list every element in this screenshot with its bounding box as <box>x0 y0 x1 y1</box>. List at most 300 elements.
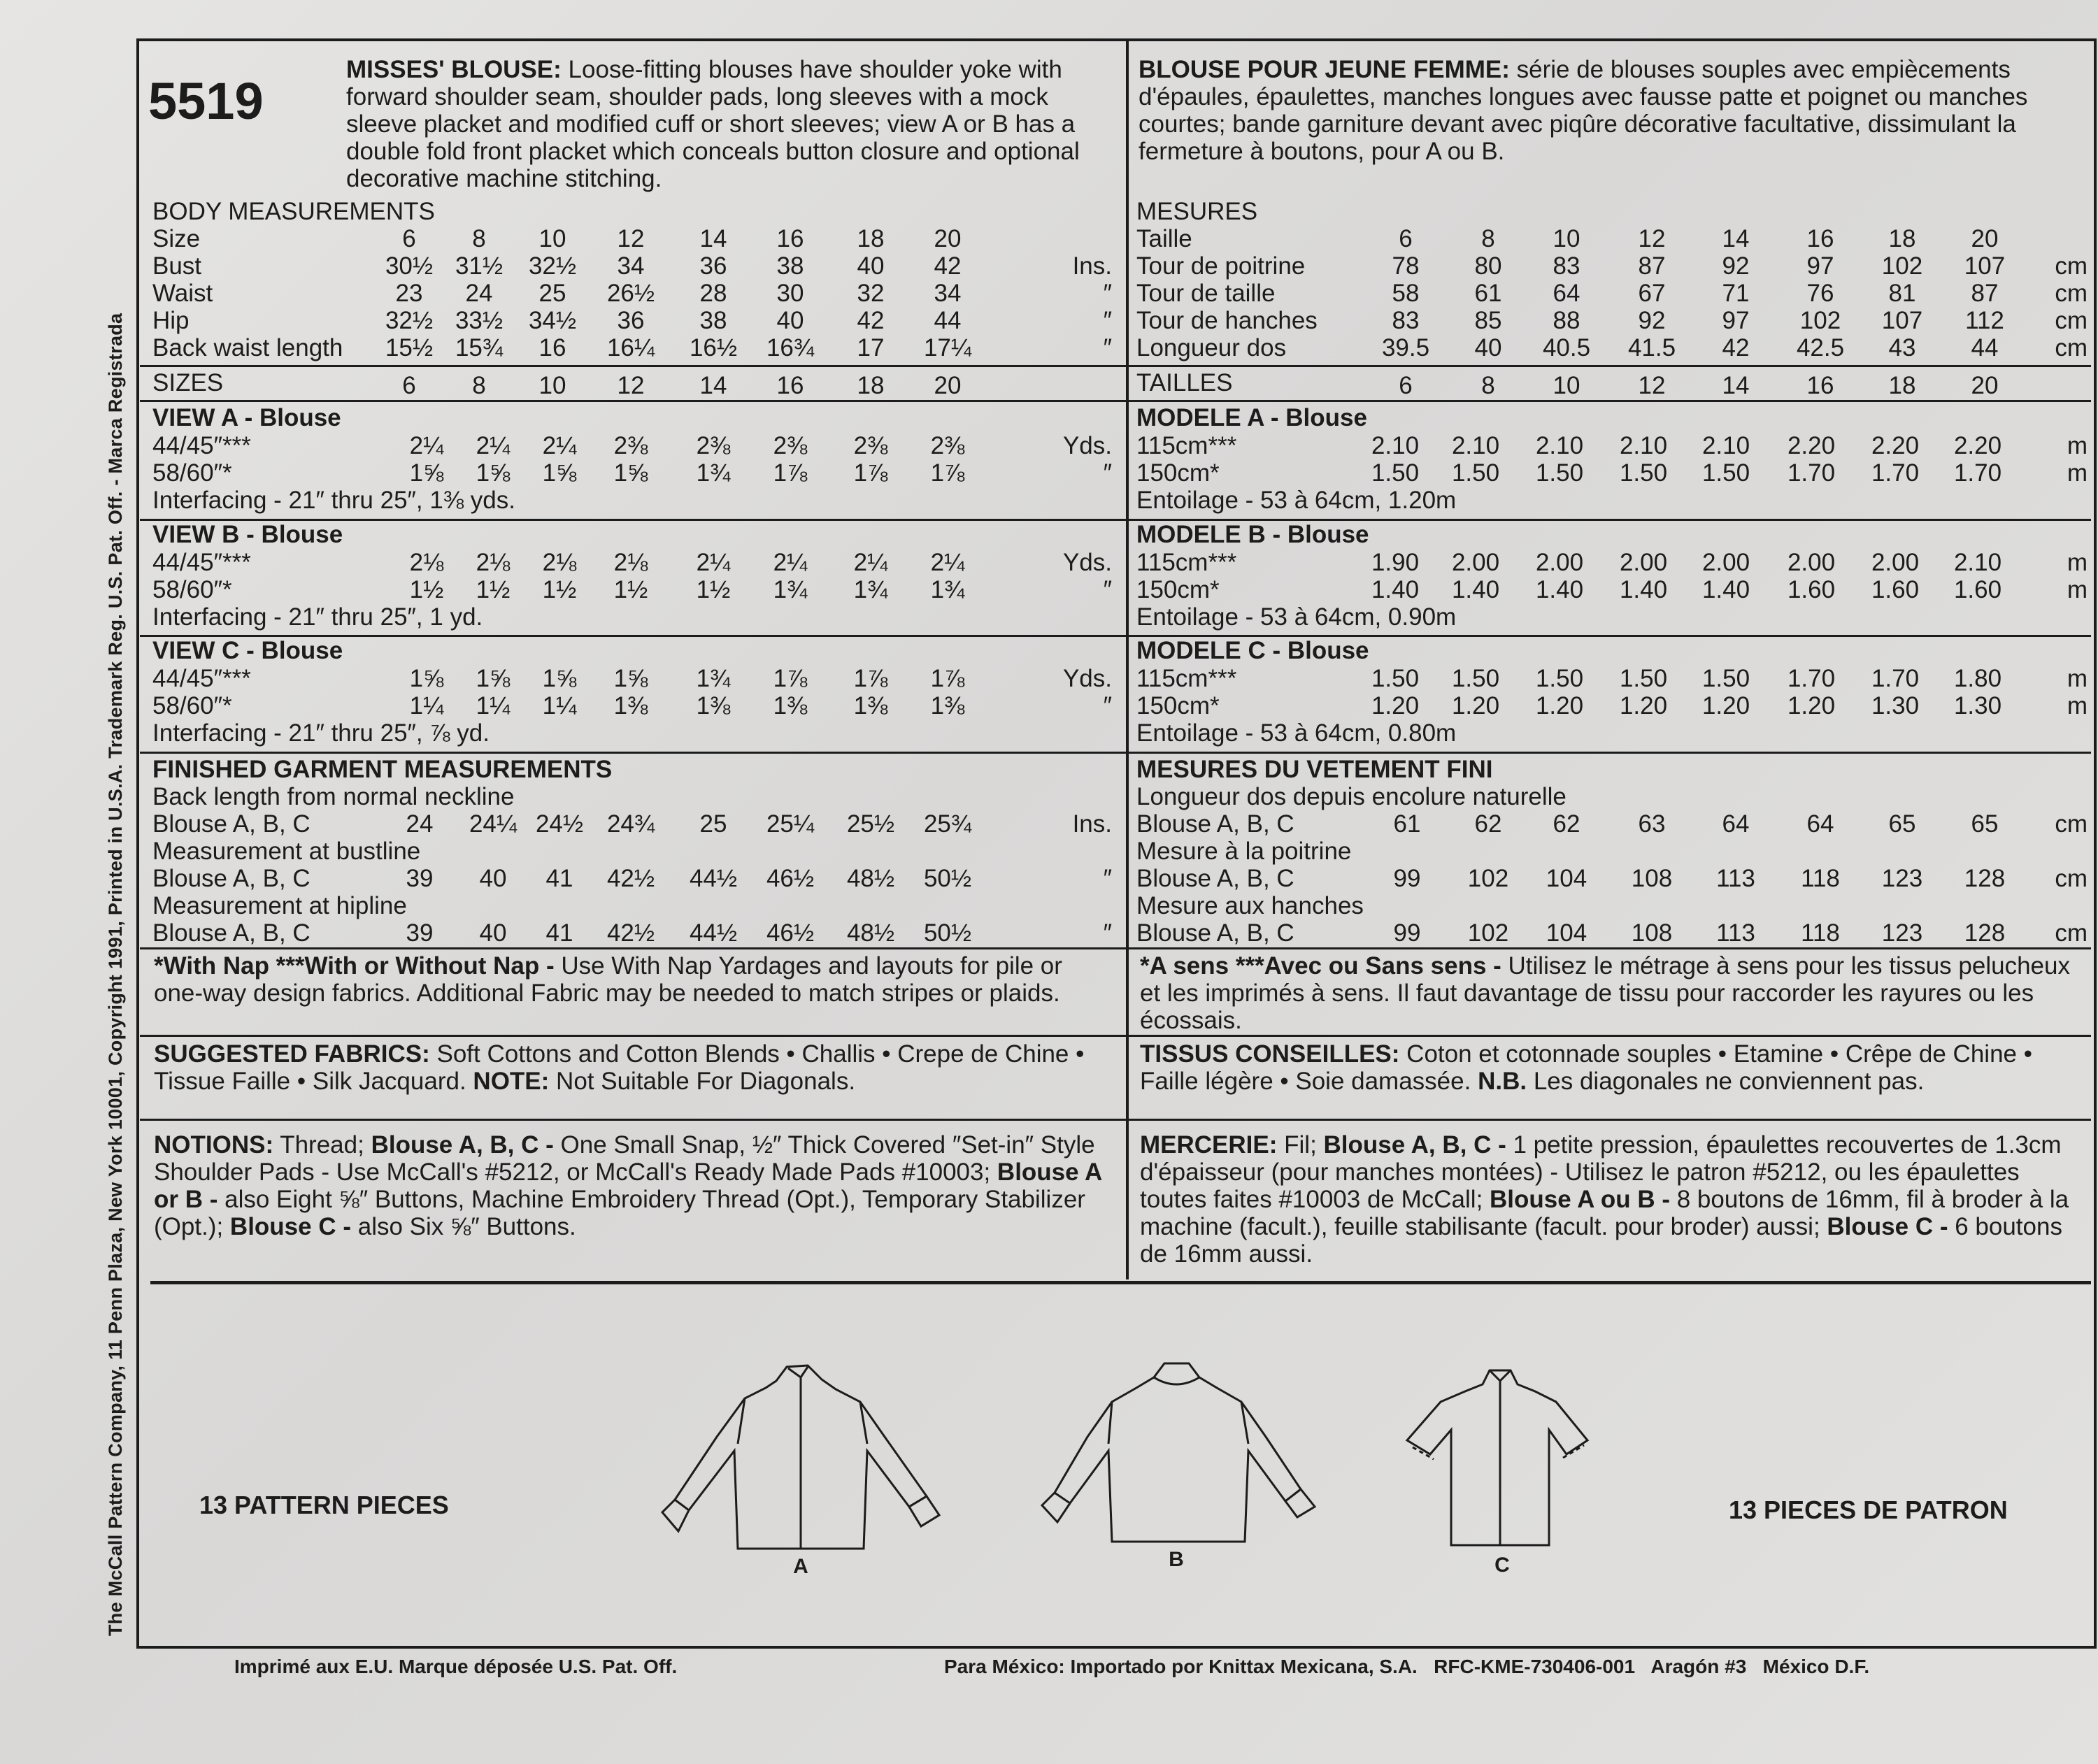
french-notions-bold-1: Blouse A, B, C - <box>1323 1131 1506 1159</box>
en-view-title: VIEW C - Blouse <box>152 637 343 664</box>
en-yardage-cell: 1½ <box>613 576 648 603</box>
fr-yardage-cell: 1.50 <box>1619 459 1668 487</box>
en-yardage-cell: 2¼ <box>696 549 731 576</box>
en-yardage-cell: 1⅜ <box>930 692 965 719</box>
fr-view-title: MODELE B - Blouse <box>1136 521 1369 548</box>
en-view-row-label: 44/45″*** <box>152 665 251 692</box>
en-finished-cell: 48½ <box>846 865 895 892</box>
en-view-row-label: 44/45″*** <box>152 432 251 459</box>
fr-finished-unit: cm <box>2055 919 2088 947</box>
en-body-cell: 42 <box>857 307 885 334</box>
fr-finished-cell: 113 <box>1716 865 1755 892</box>
en-body-unit: Ins. <box>1072 252 1112 280</box>
column-divider <box>1126 38 1129 1279</box>
fr-yardage-cell: 2.00 <box>1787 549 1836 576</box>
fr-yardage-cell: 1.50 <box>1701 665 1750 692</box>
fr-yardage-cell: 2.10 <box>1535 432 1584 459</box>
fr-yardage-cell: 2.20 <box>1871 432 1920 459</box>
en-finished-cell: 25¾ <box>923 810 972 838</box>
en-interfacing: Interfacing - 21″ thru 25″, 1 yd. <box>152 603 483 631</box>
en-yardage-unit: ″ <box>1103 576 1112 603</box>
fr-yardage-cell: 2.20 <box>1787 432 1836 459</box>
en-yardage-cell: 1¾ <box>696 665 731 692</box>
en-finished-unit: ″ <box>1103 865 1112 892</box>
en-body-cell: 30½ <box>385 252 434 280</box>
en-finished-cell: 44½ <box>689 919 738 947</box>
en-sizes-label: SIZES <box>152 369 224 396</box>
fr-yardage-cell: 2.10 <box>1953 549 2002 576</box>
en-finished-cell: 41 <box>545 865 573 892</box>
en-yardage-cell: 1⅜ <box>613 692 648 719</box>
en-view-row-label: 58/60″* <box>152 576 232 603</box>
fr-finished-heading: MESURES DU VETEMENT FINI <box>1136 756 1493 783</box>
fr-size-cell: 20 <box>1971 372 1999 399</box>
fr-size-cell: 10 <box>1553 372 1580 399</box>
en-yardage-unit: ″ <box>1103 692 1112 719</box>
en-body-cell: 38 <box>699 307 727 334</box>
en-finished-cell: 40 <box>479 919 507 947</box>
en-body-cell: 28 <box>699 280 727 307</box>
en-finished-cell: 25¼ <box>766 810 815 838</box>
en-finished-cell: 24¾ <box>606 810 655 838</box>
fr-view-title: MODELE C - Blouse <box>1136 637 1369 664</box>
en-yardage-unit: ″ <box>1103 459 1112 487</box>
french-fabrics <box>1140 1040 2091 1095</box>
fr-body-cell: 18 <box>1888 225 1916 252</box>
fr-yardage-cell: 1.60 <box>1787 576 1836 603</box>
en-finished-cell: 48½ <box>846 919 895 947</box>
fr-yardage-cell: 1.20 <box>1371 692 1420 719</box>
fr-finished-cell: 61 <box>1393 810 1421 838</box>
blouse-c-illustration <box>1392 1353 1615 1577</box>
french-notions-text-2: 1 petite pression, épaulettes recouvertes de 1.3cm d'épaisseur (pour manches montées) - Utilisez le patron #5212, ou les épaulettes toutes faites #10003 de McCall; <box>1140 1131 2062 1213</box>
en-body-cell: 40 <box>857 252 885 280</box>
en-body-cell: 30 <box>776 280 804 307</box>
en-body-cell: 34 <box>617 252 645 280</box>
french-fabrics-text: Coton et cotonnade souples • Etamine • Crêpe de Chine • Faille légère • Soie damassée. <box>1140 1040 2032 1095</box>
fr-yardage-cell: 1.30 <box>1871 692 1920 719</box>
en-body-cell: 42 <box>934 252 962 280</box>
en-interfacing: Interfacing - 21″ thru 25″, ⅞ yd. <box>152 719 490 747</box>
fr-yardage-cell: 1.70 <box>1871 459 1920 487</box>
fr-body-cell: 102 <box>1799 307 1841 334</box>
fr-yardage-unit: m <box>2067 692 2088 719</box>
en-finished-cell: 50½ <box>923 919 972 947</box>
en-body-cell: 16½ <box>689 334 738 361</box>
en-body-cell: 40 <box>776 307 804 334</box>
french-notions <box>1140 1131 2091 1268</box>
french-description: série de blouses souples avec empiècements d'épaules, épaulettes, manches longues avec fausse patte et poignet ou manches courtes; bande garniture devant avec piqûre décorative facultative, dissimulant la fermeture à boutons, pour A ou B. <box>1139 56 2028 165</box>
fr-yardage-cell: 1.50 <box>1619 665 1668 692</box>
fr-body-cell: 8 <box>1481 225 1495 252</box>
fr-finished-cell: 63 <box>1638 810 1666 838</box>
fr-body-cell: 107 <box>1881 307 1923 334</box>
en-finished-heading: FINISHED GARMENT MEASUREMENTS <box>152 756 613 783</box>
en-body-cell: 17 <box>857 334 885 361</box>
fr-body-cell: 112 <box>1965 307 2004 334</box>
en-body-cell: 15¾ <box>455 334 504 361</box>
fr-finished-cell: 113 <box>1716 919 1755 947</box>
fr-yardage-cell: 2.00 <box>1701 549 1750 576</box>
rule-notions <box>140 1119 2091 1121</box>
en-yardage-unit: Yds. <box>1062 549 1112 576</box>
french-fabrics-note-text: Les diagonales ne conviennent pas. <box>1533 1068 1925 1095</box>
fr-view-title: MODELE A - Blouse <box>1136 404 1367 431</box>
french-notions-text-3: 8 boutons de 16mm, fil à broder à la machine (facult.), feuille stabilisante (facult. pour broder) aussi; <box>1140 1186 2069 1240</box>
fr-finished-subheading: Longueur dos depuis encolure naturelle <box>1136 783 1567 810</box>
fr-body-cell: 41.5 <box>1627 334 1676 361</box>
en-finished-cell: 41 <box>545 919 573 947</box>
en-size-cell: 20 <box>934 372 962 399</box>
fr-finished-cell: 128 <box>1964 919 2006 947</box>
en-body-cell: 16¾ <box>766 334 815 361</box>
en-yardage-cell: 1½ <box>542 576 577 603</box>
fr-body-cell: 71 <box>1722 280 1750 307</box>
fr-finished-unit: cm <box>2055 810 2088 838</box>
fr-finished-row-label: Blouse A, B, C <box>1136 810 1294 838</box>
english-notions-bold-2: Blouse A or B - <box>154 1159 1102 1213</box>
french-notions-text-4: 6 boutons de 16mm aussi. <box>1140 1213 2062 1268</box>
fr-finished-cell: 62 <box>1553 810 1580 838</box>
english-fabrics-label: SUGGESTED FABRICS: <box>154 1040 430 1068</box>
en-body-cell: 12 <box>617 225 645 252</box>
rule-view-c <box>140 635 2091 637</box>
fr-yardage-cell: 1.20 <box>1451 692 1500 719</box>
fr-yardage-cell: 1.60 <box>1871 576 1920 603</box>
fr-finished-cell: 123 <box>1881 865 1923 892</box>
en-view-title: VIEW B - Blouse <box>152 521 343 548</box>
fr-yardage-cell: 1.20 <box>1619 692 1668 719</box>
english-nap-label: *With Nap ***With or Without Nap - <box>154 952 555 980</box>
fr-yardage-cell: 1.20 <box>1787 692 1836 719</box>
en-body-cell: 34½ <box>528 307 577 334</box>
fr-view-row-label: 115cm*** <box>1136 432 1237 459</box>
fr-body-cell: 78 <box>1392 252 1420 280</box>
fr-finished-cell: 102 <box>1467 865 1509 892</box>
en-yardage-cell: 1¼ <box>476 692 511 719</box>
english-pattern-pieces: 13 PATTERN PIECES <box>199 1491 449 1519</box>
fr-body-cell: 67 <box>1638 280 1666 307</box>
fr-yardage-cell: 2.10 <box>1701 432 1750 459</box>
en-yardage-cell: 2⅜ <box>853 432 888 459</box>
fr-yardage-cell: 1.60 <box>1953 576 2002 603</box>
en-size-cell: 10 <box>538 372 566 399</box>
en-yardage-cell: 1¾ <box>696 459 731 487</box>
fr-body-row-label: Tour de poitrine <box>1136 252 1306 280</box>
fr-finished-cell: 118 <box>1801 919 1840 947</box>
english-title: MISSES' BLOUSE: <box>346 56 562 83</box>
french-notions-bold-3: Blouse C - <box>1827 1213 1948 1240</box>
en-body-cell: 15½ <box>385 334 434 361</box>
fr-interfacing: Entoilage - 53 à 64cm, 0.90m <box>1136 603 1457 631</box>
fr-yardage-cell: 1.50 <box>1535 665 1584 692</box>
fr-body-cell: 40.5 <box>1542 334 1591 361</box>
en-yardage-cell: 2¼ <box>409 432 444 459</box>
en-yardage-cell: 1½ <box>476 576 511 603</box>
fr-body-cell: 92 <box>1638 307 1666 334</box>
rule-sizes-bottom <box>140 400 2091 402</box>
french-nap-label: *A sens ***Avec ou Sans sens - <box>1140 952 1501 980</box>
en-body-cell: 32 <box>857 280 885 307</box>
fr-yardage-cell: 2.10 <box>1619 432 1668 459</box>
fr-body-cell: 85 <box>1474 307 1502 334</box>
en-size-cell: 14 <box>699 372 727 399</box>
en-yardage-cell: 2¼ <box>476 432 511 459</box>
fr-view-row-label: 115cm*** <box>1136 549 1237 576</box>
en-body-cell: 16 <box>776 225 804 252</box>
fr-body-cell: 83 <box>1392 307 1420 334</box>
en-finished-cell: 25 <box>699 810 727 838</box>
fr-size-cell: 8 <box>1481 372 1495 399</box>
en-body-cell: 6 <box>402 225 416 252</box>
french-notions-label: MERCERIE: <box>1140 1131 1278 1159</box>
en-view-row-label: 58/60″* <box>152 692 232 719</box>
fr-yardage-cell: 1.40 <box>1619 576 1668 603</box>
en-yardage-cell: 2⅛ <box>409 549 444 576</box>
en-body-cell: 20 <box>934 225 962 252</box>
english-fabrics <box>154 1040 1112 1095</box>
fr-yardage-cell: 1.50 <box>1535 459 1584 487</box>
fr-size-cell: 16 <box>1806 372 1834 399</box>
en-size-cell: 6 <box>402 372 416 399</box>
en-body-cell: 23 <box>395 280 423 307</box>
en-body-unit: ″ <box>1103 307 1112 334</box>
blouse-a-label: A <box>793 1555 808 1578</box>
en-yardage-cell: 2¼ <box>542 432 577 459</box>
fr-yardage-cell: 1.50 <box>1371 665 1420 692</box>
en-yardage-cell: 1½ <box>409 576 444 603</box>
fr-yardage-cell: 1.50 <box>1371 459 1420 487</box>
en-yardage-unit: Yds. <box>1062 432 1112 459</box>
en-yardage-cell: 2⅛ <box>542 549 577 576</box>
fr-body-cell: 42.5 <box>1796 334 1845 361</box>
en-body-row-label: Size <box>152 225 201 252</box>
rule-view-b <box>140 519 2091 521</box>
fr-finished-cell: 108 <box>1631 865 1673 892</box>
fr-body-cell: 12 <box>1638 225 1666 252</box>
en-body-cell: 34 <box>934 280 962 307</box>
fr-body-cell: 107 <box>1964 252 2006 280</box>
fr-yardage-cell: 2.00 <box>1871 549 1920 576</box>
en-finished-cell: 46½ <box>766 919 815 947</box>
en-yardage-cell: 1⅝ <box>409 665 444 692</box>
fr-yardage-unit: m <box>2067 576 2088 603</box>
en-finished-unit: Ins. <box>1072 810 1112 838</box>
fr-body-cell: 40 <box>1474 334 1502 361</box>
en-body-cell: 16 <box>538 334 566 361</box>
en-body-cell: 32½ <box>385 307 434 334</box>
fr-body-row-label: Longueur dos <box>1136 334 1287 361</box>
english-fabrics-text: Soft Cottons and Cotton Blends • Challis • Crepe de Chine • Tissue Faille • Silk Jacquard. <box>154 1040 1085 1095</box>
en-yardage-cell: 2¼ <box>773 549 808 576</box>
fr-finished-cell: 104 <box>1546 919 1587 947</box>
en-body-cell: 18 <box>857 225 885 252</box>
fr-body-cell: 44 <box>1971 334 1999 361</box>
rule-illustrations <box>150 1281 2091 1284</box>
fr-yardage-cell: 1.20 <box>1701 692 1750 719</box>
fr-finished-cell: 104 <box>1546 865 1587 892</box>
en-yardage-cell: 2⅜ <box>930 432 965 459</box>
english-nap-note <box>154 952 1112 1007</box>
french-pattern-pieces: 13 PIECES DE PATRON <box>1729 1496 2008 1524</box>
rule-finished <box>140 752 2091 754</box>
en-yardage-cell: 1¼ <box>542 692 577 719</box>
en-finished-row-label: Blouse A, B, C <box>152 919 311 947</box>
fr-interfacing: Entoilage - 53 à 64cm, 1.20m <box>1136 487 1457 514</box>
en-finished-cell: 40 <box>479 865 507 892</box>
en-body-cell: 25 <box>538 280 566 307</box>
en-yardage-cell: 2⅛ <box>613 549 648 576</box>
english-nap-text: Use With Nap Yardages and layouts for pile or one-way design fabrics. Additional Fabric may be needed to match stripes or plaids. <box>154 952 1062 1007</box>
blouse-a-illustration <box>633 1346 969 1578</box>
fr-body-cell: 39.5 <box>1381 334 1430 361</box>
fr-interfacing: Entoilage - 53 à 64cm, 0.80m <box>1136 719 1457 747</box>
fr-finished-cell: 65 <box>1971 810 1999 838</box>
fr-yardage-cell: 2.10 <box>1451 432 1500 459</box>
en-yardage-cell: 1⅜ <box>696 692 731 719</box>
en-yardage-cell: 1⅝ <box>542 665 577 692</box>
fr-view-row-label: 115cm*** <box>1136 665 1237 692</box>
en-yardage-cell: 1⅞ <box>773 665 808 692</box>
french-fabrics-label: TISSUS CONSEILLES: <box>1140 1040 1400 1068</box>
en-yardage-cell: 1⅝ <box>476 665 511 692</box>
en-interfacing: Interfacing - 21″ thru 25″, 1⅜ yds. <box>152 487 515 514</box>
fr-finished-cell: 99 <box>1393 919 1421 947</box>
en-body-cell: 38 <box>776 252 804 280</box>
en-finished-row-label: Blouse A, B, C <box>152 810 311 838</box>
fr-yardage-cell: 1.70 <box>1953 459 2002 487</box>
en-body-cell: 36 <box>699 252 727 280</box>
fr-body-cell: 97 <box>1806 252 1834 280</box>
en-yardage-cell: 1⅜ <box>773 692 808 719</box>
fr-body-cell: 87 <box>1971 280 1999 307</box>
fr-yardage-cell: 2.00 <box>1619 549 1668 576</box>
fr-body-unit: cm <box>2055 334 2088 361</box>
en-yardage-cell: 1⅝ <box>542 459 577 487</box>
fr-body-cell: 43 <box>1888 334 1916 361</box>
fr-finished-unit: cm <box>2055 865 2088 892</box>
en-finished-cell: 42½ <box>606 865 655 892</box>
fr-yardage-cell: 1.90 <box>1371 549 1420 576</box>
fr-yardage-unit: m <box>2067 432 2088 459</box>
en-finished-cell: 25½ <box>846 810 895 838</box>
fr-size-cell: 12 <box>1638 372 1666 399</box>
en-yardage-cell: 1⅞ <box>853 665 888 692</box>
rule-fabrics <box>140 1035 2091 1037</box>
en-yardage-cell: 1⅞ <box>773 459 808 487</box>
en-yardage-cell: 1⅝ <box>476 459 511 487</box>
fr-yardage-cell: 1.20 <box>1535 692 1584 719</box>
en-view-title: VIEW A - Blouse <box>152 404 341 431</box>
fr-body-unit: cm <box>2055 280 2088 307</box>
rule-sizes-top <box>140 365 2091 367</box>
fr-body-cell: 42 <box>1722 334 1750 361</box>
french-fabrics-note-label: N.B. <box>1478 1068 1527 1095</box>
en-body-cell: 17¼ <box>923 334 972 361</box>
fr-yardage-unit: m <box>2067 459 2088 487</box>
fr-finished-cell: 64 <box>1722 810 1750 838</box>
fr-body-cell: 76 <box>1806 280 1834 307</box>
fr-yardage-cell: 1.40 <box>1371 576 1420 603</box>
en-finished-cell: 44½ <box>689 865 738 892</box>
fr-view-row-label: 150cm* <box>1136 459 1220 487</box>
en-finished-cell: 24¼ <box>469 810 518 838</box>
en-yardage-cell: 1¾ <box>930 576 965 603</box>
en-size-cell: 8 <box>472 372 486 399</box>
fr-yardage-cell: 1.50 <box>1451 665 1500 692</box>
en-body-row-label: Waist <box>152 280 213 307</box>
french-title: BLOUSE POUR JEUNE FEMME: <box>1139 56 1510 83</box>
fr-body-cell: 58 <box>1392 280 1420 307</box>
fr-body-cell: 83 <box>1553 252 1580 280</box>
fr-view-row-label: 150cm* <box>1136 576 1220 603</box>
en-yardage-cell: 2⅜ <box>773 432 808 459</box>
en-finished-cell: 39 <box>406 865 434 892</box>
en-yardage-cell: 1⅞ <box>853 459 888 487</box>
side-copyright-text: The McCall Pattern Company, 11 Penn Plaza, New York 10001, Copyright 1991, Printed in U.S.A. Trademark Reg. U.S. Pat. Off. - Marca Registrada <box>105 313 126 1636</box>
fr-body-cell: 6 <box>1399 225 1413 252</box>
blouse-b-illustration <box>1007 1339 1343 1571</box>
en-body-row-label: Bust <box>152 252 202 280</box>
fr-body-cell: 92 <box>1722 252 1750 280</box>
fr-body-row-label: Tour de hanches <box>1136 307 1318 334</box>
fr-body-row-label: Taille <box>1136 225 1192 252</box>
english-description: Loose-fitting blouses have shoulder yoke with forward shoulder seam, shoulder pads, long sleeves with a mock sleeve placket and modified cuff or short sleeves; view A or B has a double fold front placket which conceals button closure and optional decorative machine stitching. <box>346 56 1080 192</box>
fr-body-cell: 97 <box>1722 307 1750 334</box>
french-notions-text-1: Fil; <box>1284 1131 1317 1159</box>
french-nap-note <box>1140 952 2091 1034</box>
fr-yardage-cell: 1.40 <box>1701 576 1750 603</box>
fr-body-unit: cm <box>2055 307 2088 334</box>
fr-yardage-cell: 1.40 <box>1535 576 1584 603</box>
fr-finished-subheading: Mesure à la poitrine <box>1136 838 1352 865</box>
en-body-cell: 31½ <box>455 252 504 280</box>
fr-size-cell: 6 <box>1399 372 1413 399</box>
en-finished-cell: 50½ <box>923 865 972 892</box>
en-body-cell: 10 <box>538 225 566 252</box>
fr-body-cell: 81 <box>1888 280 1916 307</box>
fr-yardage-cell: 2.10 <box>1371 432 1420 459</box>
en-yardage-cell: 1⅝ <box>613 665 648 692</box>
en-yardage-cell: 1¾ <box>773 576 808 603</box>
en-body-unit: ″ <box>1103 334 1112 361</box>
english-intro <box>346 56 1108 192</box>
fr-finished-cell: 62 <box>1474 810 1502 838</box>
en-size-cell: 16 <box>776 372 804 399</box>
en-view-row-label: 44/45″*** <box>152 549 251 576</box>
fr-finished-cell: 108 <box>1631 919 1673 947</box>
en-finished-cell: 24 <box>406 810 434 838</box>
footer-right: Para México: Importado por Knittax Mexicana, S.A. RFC-KME-730406-001 Aragón #3 México D.F. <box>944 1656 1870 1677</box>
fr-yardage-cell: 1.70 <box>1787 665 1836 692</box>
fr-yardage-cell: 1.40 <box>1451 576 1500 603</box>
en-yardage-cell: 1⅝ <box>409 459 444 487</box>
fr-yardage-cell: 1.70 <box>1871 665 1920 692</box>
fr-view-row-label: 150cm* <box>1136 692 1220 719</box>
en-body-cell: 26½ <box>606 280 655 307</box>
english-notions-text-3: also Eight ⅝″ Buttons, Machine Embroidery Thread (Opt.), Temporary Stabilizer (Opt.); <box>154 1186 1085 1240</box>
en-yardage-cell: 2¼ <box>930 549 965 576</box>
en-yardage-cell: 1⅝ <box>613 459 648 487</box>
fr-yardage-cell: 2.00 <box>1535 549 1584 576</box>
en-finished-unit: ″ <box>1103 919 1112 947</box>
en-body-cell: 44 <box>934 307 962 334</box>
fr-finished-cell: 65 <box>1888 810 1916 838</box>
en-size-cell: 18 <box>857 372 885 399</box>
en-finished-cell: 46½ <box>766 865 815 892</box>
en-body-cell: 24 <box>465 280 493 307</box>
en-finished-subheading: Measurement at bustline <box>152 838 421 865</box>
